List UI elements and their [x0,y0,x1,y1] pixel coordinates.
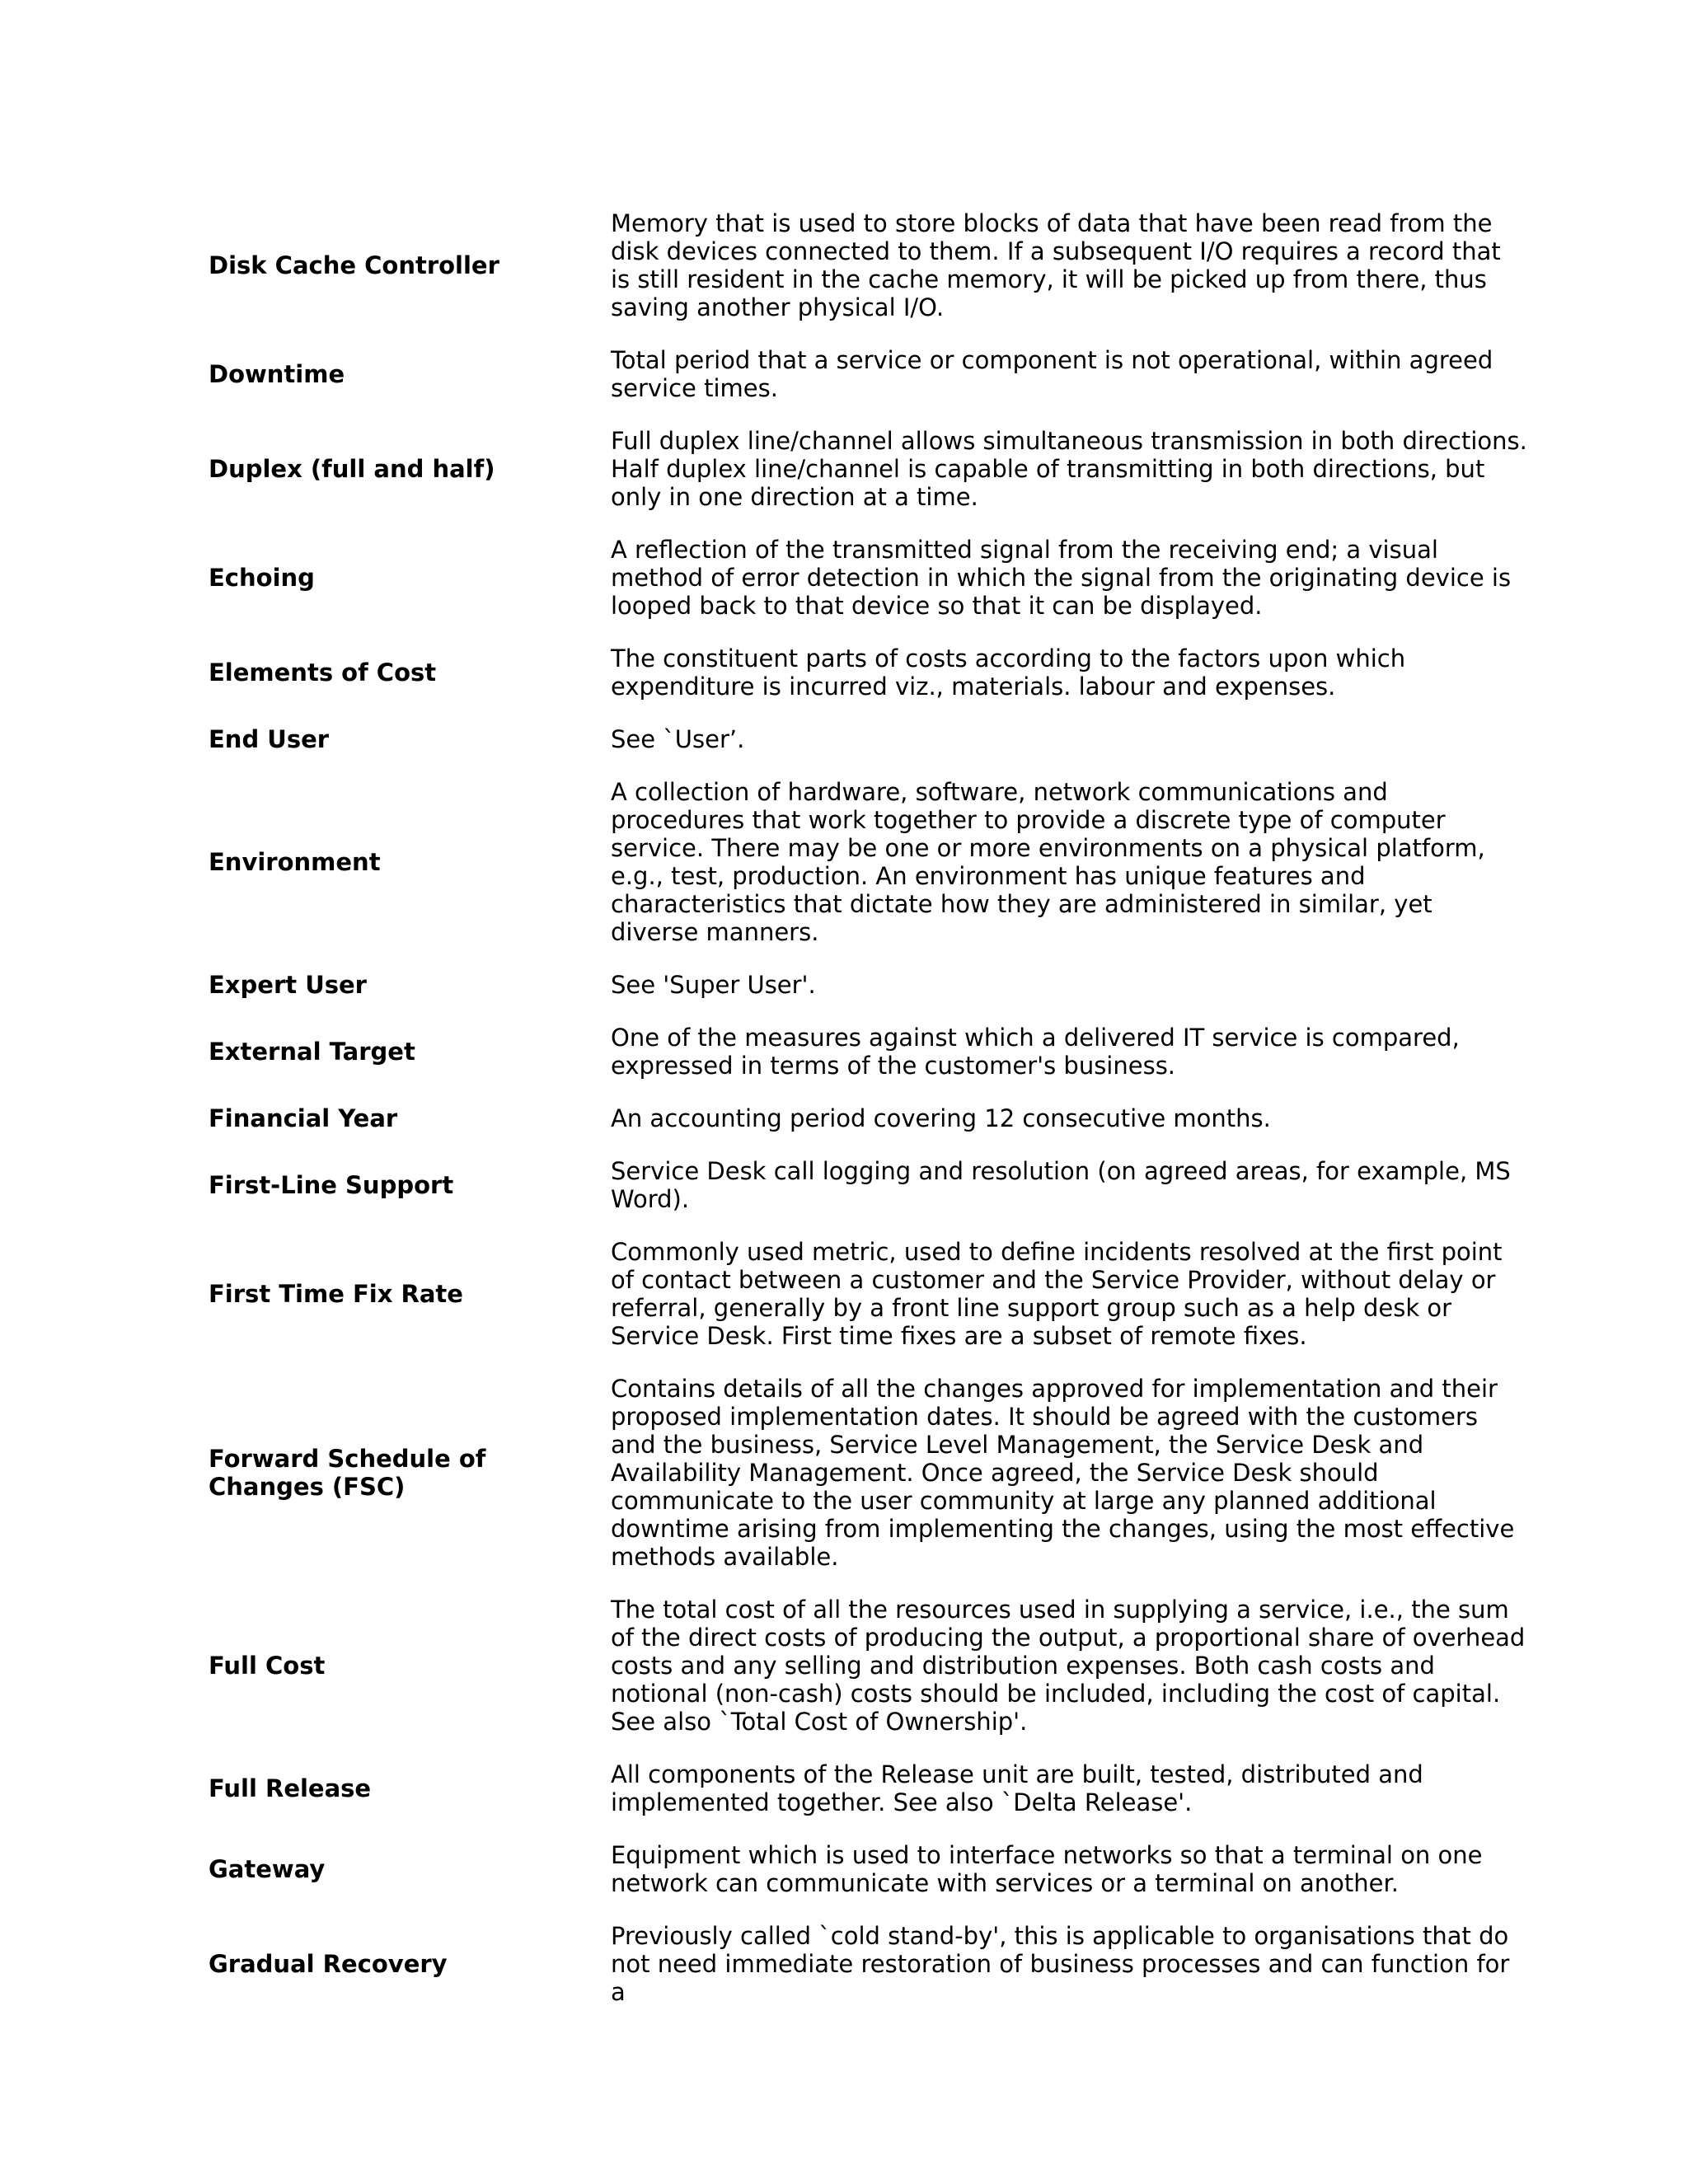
glossary-definition: An accounting period covering 12 consecutive months. [611,1104,1271,1132]
glossary-table [209,209,1527,2031]
glossary-definition: One of the measures against which a delivered IT service is compared, expressed in terms of the customer's business. [611,1024,1460,1080]
glossary-term: End User [209,725,330,753]
glossary-definition: See 'Super User'. [611,971,816,999]
glossary-definition: The constituent parts of costs according to the factors upon which expenditure is incurred viz., materials. labour and expenses. [611,644,1406,701]
glossary-entry [209,725,1527,753]
glossary-entry [209,346,1527,402]
glossary-definition: Service Desk call logging and resolution (on agreed areas, for example, MS Word). [611,1157,1511,1213]
glossary-entry [209,1157,1527,1213]
glossary-definition: Total period that a service or component is not operational, within agreed service times. [611,346,1493,402]
glossary-term: External Target [209,1038,415,1066]
glossary-definition: Contains details of all the changes approved for implementation and their proposed implementation dates. It should be agreed with the customers and the business, Service Level Management, the Service Desk and Availability Management. Once agreed, the Service Desk should communicate to the user community at large any planned additional downtime arising from implementing the changes, using the most effective methods available. [611,1375,1515,1571]
glossary-definition: The total cost of all the resources used in supplying a service, i.e., the sum of the direct costs of producing the output, a proportional share of overhead costs and any selling and distribution expenses. Both cash costs and notional (non-cash) costs should be included, including the cost of capital. See also `Total Cost of Ownership'. [611,1596,1526,1736]
glossary-term: Full Release [209,1774,372,1802]
glossary-term: Forward Schedule of Changes (FSC) [209,1445,486,1501]
glossary-definition: All components of the Release unit are built, tested, distributed and implemented together. See also `Delta Release'. [611,1760,1423,1816]
glossary-term: Full Cost [209,1652,326,1680]
glossary-definition: A collection of hardware, software, network communications and procedures that work together to provide a discrete type of computer service. There may be one or more environments on a physical platform, e.g., test, production. An environment has unique features and characteristics that dictate how they are administered in similar, yet diverse manners. [611,778,1485,946]
glossary-term: Elements of Cost [209,658,437,687]
glossary-entry [209,427,1527,511]
glossary-entry [209,1760,1527,1816]
glossary-term: Duplex (full and half) [209,455,495,483]
glossary-entry [209,1024,1527,1080]
glossary-definition: Equipment which is used to interface networks so that a terminal on one network can communicate with services or a terminal on another. [611,1841,1483,1897]
glossary-entry [209,209,1527,321]
glossary-term: First-Line Support [209,1171,454,1199]
glossary-entry [209,778,1527,946]
glossary-entry [209,536,1527,620]
glossary-entry [209,1841,1527,1897]
glossary-definition: Memory that is used to store blocks of data that have been read from the disk devices connected to them. If a subsequent I/O requires a record that is still resident in the cache memory, it will be picked up from there, thus saving another physical I/O. [611,209,1501,321]
glossary-term: First Time Fix Rate [209,1280,463,1308]
glossary-entry [209,1104,1527,1132]
glossary-term: Disk Cache Controller [209,251,499,279]
glossary-entry [209,1238,1527,1350]
glossary-term: Environment [209,848,381,876]
glossary-term: Gradual Recovery [209,1950,448,1978]
glossary-definition: See `User’. [611,725,745,753]
glossary-entry [209,971,1527,999]
glossary-term: Gateway [209,1855,326,1883]
glossary-entry [209,1596,1527,1736]
glossary-term: Downtime [209,360,345,388]
glossary-entry [209,1375,1527,1571]
glossary-term: Echoing [209,564,315,592]
glossary-entry [209,1922,1527,2006]
glossary-term: Financial Year [209,1104,398,1132]
glossary-definition: Full duplex line/channel allows simultaneous transmission in both directions. Half duplex line/channel is capable of transmitting in both directions, but only in one direction at a time. [611,427,1527,511]
glossary-entry [209,644,1527,701]
glossary-term: Expert User [209,971,367,999]
glossary-definition: Previously called `cold stand-by', this is applicable to organisations that do not need immediate restoration of business processes and can function for a [611,1922,1510,2006]
glossary-definition: A reflection of the transmitted signal from the receiving end; a visual method of error detection in which the signal from the originating device is looped back to that device so that it can be displayed. [611,536,1512,620]
glossary-definition: Commonly used metric, used to define incidents resolved at the first point of contact between a customer and the Service Provider, without delay or referral, generally by a front line support group such as a help desk or Service Desk. First time fixes are a subset of remote fixes. [611,1238,1503,1350]
